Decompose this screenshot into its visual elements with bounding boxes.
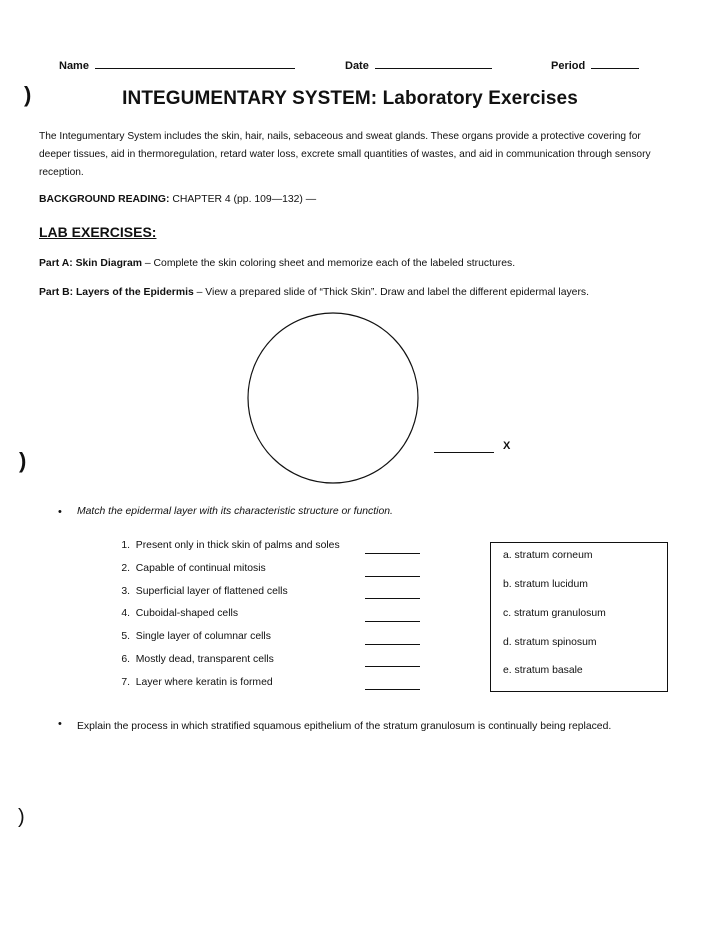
question-number: 2. (121, 562, 130, 574)
question-number: 3. (121, 585, 130, 597)
list-item (112, 608, 362, 631)
explain-prompt: Explain the process in which stratified squamous epithelium of the stratum granulosum is continually being replaced. (77, 721, 612, 732)
background-text: CHAPTER 4 (pp. 109—132) — (172, 194, 317, 205)
margin-mark-2: ) (19, 448, 27, 473)
drawing-circle[interactable] (246, 311, 420, 485)
magnification-x: X (503, 440, 511, 452)
question-text: Superficial layer of flattened cells (135, 585, 288, 597)
answer-choices-box (490, 542, 668, 692)
period-blank[interactable] (591, 58, 639, 69)
answer-blank-3[interactable] (365, 598, 420, 599)
question-number: 5. (121, 631, 130, 643)
answer-blank-7[interactable] (365, 689, 420, 690)
date-row (345, 58, 492, 72)
question-text: Layer where keratin is formed (135, 676, 273, 688)
part-b-text: – View a prepared slide of “Thick Skin”. Draw and label the different epidermal layers. (193, 287, 589, 298)
question-number: 4. (121, 608, 130, 620)
answer-choice: e. stratum basale (503, 665, 583, 676)
question-text: Mostly dead, transparent cells (135, 653, 274, 665)
question-text: Cuboidal-shaped cells (135, 608, 239, 620)
match-instruction: Match the epidermal layer with its characteristic structure or function. (77, 506, 393, 517)
date-blank[interactable] (375, 58, 492, 69)
magnification-blank[interactable] (434, 442, 494, 453)
margin-mark-3: ) (18, 806, 25, 828)
answer-blank-6[interactable] (365, 666, 420, 667)
part-a-text: – Complete the skin coloring sheet and memorize each of the labeled structures. (141, 258, 516, 269)
answer-blank-2[interactable] (365, 576, 420, 577)
question-number: 1. (121, 540, 130, 551)
part-b (39, 287, 589, 298)
question-text: Single layer of columnar cells (135, 631, 271, 643)
answer-choice: b. stratum lucidum (503, 579, 588, 590)
period-label: Period (551, 60, 586, 72)
lab-exercises-heading: LAB EXERCISES: (39, 224, 157, 240)
list-item (112, 677, 362, 700)
answer-choice: a. stratum corneum (503, 550, 593, 561)
name-label: Name (59, 60, 89, 72)
list-item (112, 631, 362, 654)
list-item (112, 563, 362, 586)
margin-mark-1: ) (24, 82, 32, 107)
question-text: Present only in thick skin of palms and soles (135, 540, 340, 551)
part-a (39, 258, 515, 269)
part-a-label: Part A: Skin Diagram (39, 258, 142, 269)
date-label: Date (345, 60, 369, 72)
period-row (551, 58, 639, 72)
question-number: 6. (121, 653, 130, 665)
question-number: 7. (121, 676, 130, 688)
question-list (112, 540, 362, 700)
list-item (112, 654, 362, 677)
part-b-label: Part B: Layers of the Epidermis (39, 287, 194, 298)
answer-blank-4[interactable] (365, 621, 420, 622)
name-row (59, 58, 295, 72)
answer-choice: c. stratum granulosum (503, 608, 606, 619)
list-item (112, 540, 362, 563)
bullet-explain: • (58, 718, 62, 730)
background-reading (39, 194, 316, 205)
answer-blank-5[interactable] (365, 644, 420, 645)
explain-answer-area[interactable] (77, 760, 657, 910)
answer-choice: d. stratum spinosum (503, 637, 597, 648)
bullet-match: • (58, 506, 62, 518)
name-blank[interactable] (95, 58, 295, 69)
answer-blank-1[interactable] (365, 553, 420, 554)
background-label: BACKGROUND READING: (39, 194, 170, 205)
intro-paragraph: The Integumentary System includes the skin, hair, nails, sebaceous and sweat glands. These organs provide a protective covering for deeper tissues, aid in thermoregulation, retard water loss, excrete small quantities of wastes, and aid in communication through sensory reception. (39, 131, 651, 178)
question-text: Capable of continual mitosis (135, 562, 266, 574)
list-item (112, 586, 362, 609)
page-title: INTEGUMENTARY SYSTEM: Laboratory Exercises (122, 88, 578, 109)
